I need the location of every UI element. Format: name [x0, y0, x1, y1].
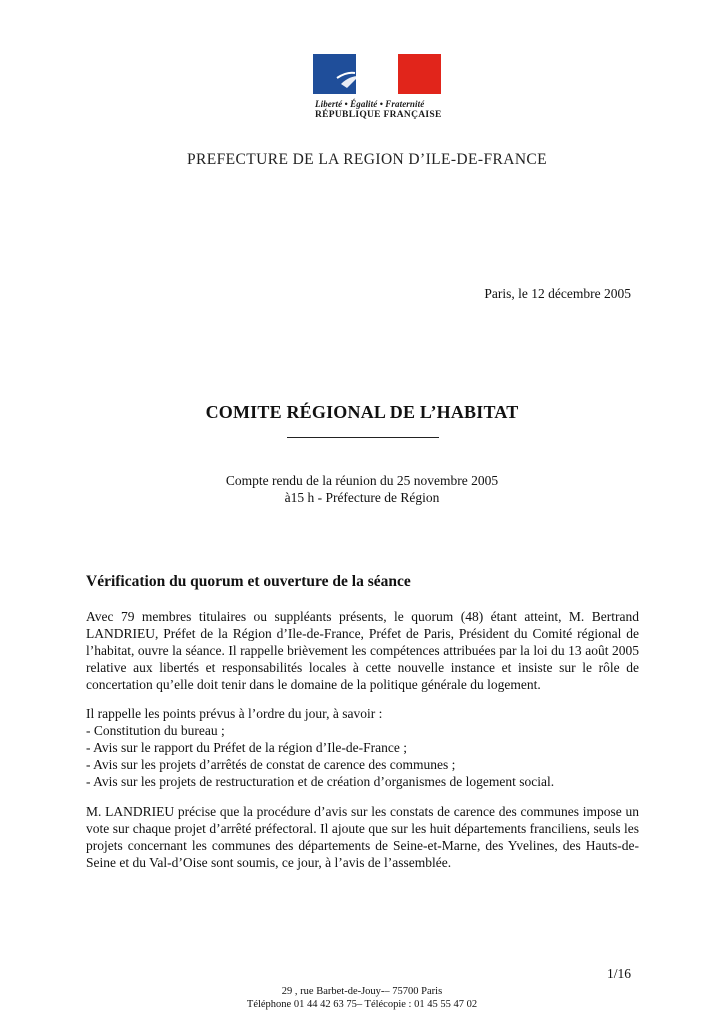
subtitle — [0, 472, 724, 506]
republique-francaise-logo — [313, 54, 441, 120]
agenda-item: - Constitution du bureau ; — [86, 723, 225, 738]
motto-text: Liberté • Égalité • Fraternité — [315, 99, 425, 109]
page-number: 1/16 — [606, 966, 631, 981]
republic-name: RÉPUBLIQUE FRANÇAISE — [315, 110, 442, 120]
subtitle-line-2: à15 h - Préfecture de Région — [284, 490, 440, 505]
footer-address: 29 , rue Barbet-de-Jouy-– 75700 Paris — [281, 986, 443, 997]
date-line: Paris, le 12 décembre 2005 — [484, 286, 631, 301]
section-heading: Vérification du quorum et ouverture de la séance — [86, 573, 411, 590]
subtitle-line-1: Compte rendu de la réunion du 25 novembre 2005 — [225, 473, 499, 488]
footer-phone: Téléphone 01 44 42 63 75– Télécopie : 01 45 55 47 02 — [246, 999, 478, 1010]
agenda-item: - Avis sur les projets d’arrêtés de constat de carence des communes ; — [86, 757, 456, 772]
section-body — [86, 608, 639, 871]
prefecture-heading: PREFECTURE DE LA REGION D’ILE-DE-FRANCE — [186, 151, 548, 168]
document-title: COMITE RÉGIONAL DE L’HABITAT — [205, 402, 519, 422]
agenda-list — [86, 705, 639, 790]
paragraph-procedure: M. LANDRIEU précise que la procédure d’avis sur les constats de carence des communes impose un vote sur chaque projet d’arrêté préfectoral. Il ajoute que sur les huit départements franciliens, seuls les projets concernant les communes des départements de Seine-et-Marne, des Yvelines, des Hauts-de-Seine et du Val-d’Oise sont soumis, ce jour, à l’avis de l’assemblée. — [86, 804, 639, 870]
agenda-item: - Avis sur le rapport du Préfet de la région d’Ile-de-France ; — [86, 740, 408, 755]
title-underline — [287, 437, 439, 438]
agenda-item: - Avis sur les projets de restructuration et de création d’organismes de logement social. — [86, 774, 555, 789]
agenda-intro: Il rappelle les points prévus à l’ordre du jour, à savoir : — [86, 706, 383, 721]
marianne-flag-icon — [313, 54, 441, 94]
paragraph-quorum: Avec 79 membres titulaires ou suppléants présents, le quorum (48) étant atteint, M. Bertrand LANDRIEU, Préfet de la Région d’Ile-de-France, Préfet de Paris, Président du Comité régional de l’habitat, ouvre la séance. Il rappelle brièvement les compétences attribuées par la loi du 13 août 2005 relative aux libertés et responsabilités locales à cette nouvelle instance et insiste sur le rôle de concertation qu’elle doit tenir dans le domaine de la politique générale du logement. — [86, 609, 639, 692]
footer — [0, 985, 724, 1011]
